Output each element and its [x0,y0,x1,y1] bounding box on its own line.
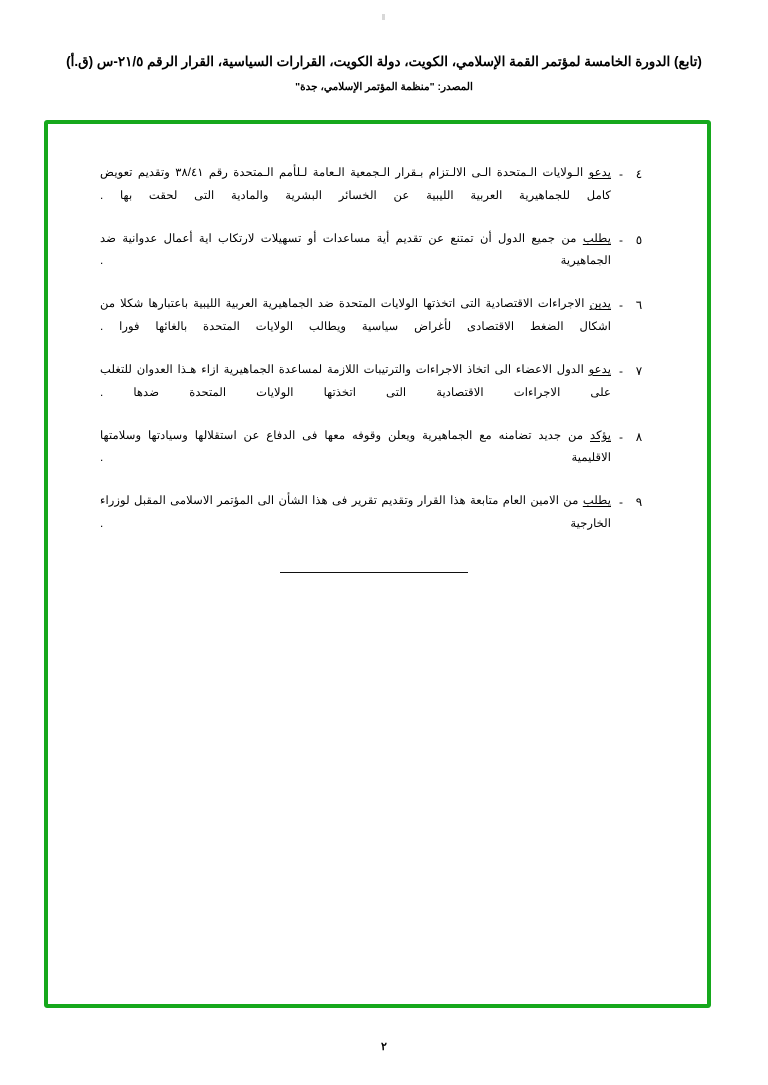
clause-lead-verb: يطلب [582,231,611,245]
clause-number: ٩ [635,495,643,510]
clause-text [100,162,611,208]
clause-body-text: من جميع الدول أن تمتنع عن تقديم أية مساعدات أو تسهيلات لارتكاب اية أعمال عدوانية ضد الجماهيرية . [100,231,611,268]
clause-item [100,162,647,208]
clause-dash: - [619,495,623,510]
clause-dash: - [619,167,623,181]
clause-dash: - [619,429,623,444]
clause-text [100,490,611,536]
document-source: المصدر: "منظمة المؤتمر الإسلامي، جدة" [295,81,473,94]
clause-text [100,359,611,405]
clause-body-text: الدول الاعضاء الى اتخاذ الاجراءات والترتيبات اللازمة لمساعدة الجماهيرية ازاء هـذا العدوان للتغلب على الاجراءات الاقتصادية التى اتخذتها الولايات المتحدة ضدها . [100,362,611,399]
document-header [0,52,768,93]
clause-number: ٥ [635,232,643,247]
clause-number: ٨ [635,429,643,444]
clause-number: ٤ [635,167,643,181]
clause-body-text: من الامين العام متابعة هذا القرار وتقديم تقرير فى هذا الشأن الى المؤتمر الاسلامى المقبل لوزراء الخارجية . [100,494,611,530]
clause-text [100,425,611,471]
clause-dash: - [619,298,623,313]
clause-item [100,293,647,339]
clause-number: ٦ [635,298,643,313]
clause-dash: - [619,232,623,247]
clause-body-text: الـولايات الـمتحدة الـى الالـتزام بـقرار الـجمعية الـعامة لـلأمم الـمتحدة رقم ٣٨/٤١ وتقديم تعويض كامل للجماهيرية العربية الليبية عن الخسائر البشرية والمادية التى لحقت بها . [100,166,611,202]
clause-text [100,293,611,339]
clause-text [100,228,611,274]
clause-list [100,162,647,573]
clause-item [100,425,647,471]
clause-item [100,228,647,274]
clause-body-text: الاجراءات الاقتصادية التى اتخذتها الولايات المتحدة ضد الجماهيرية العربية الليبية باعتبارها شكلا من اشكال الضغط الاقتصادى لأغراض سياسية ويطالب الولايات المتحدة بالغائها فورا . [100,297,611,334]
clause-dash: - [619,363,623,378]
clause-lead-verb: يطلب [582,494,611,508]
clause-lead-verb: يؤكد [590,428,611,442]
clause-item [100,490,647,536]
clause-body-text: من جديد تضامنه مع الجماهيرية ويعلن وقوفه معها فى الدفاع عن استقلالها وسيادتها وسلامتها الاقليمية . [100,428,611,465]
clause-number: ٧ [635,363,643,378]
section-divider [280,572,468,573]
scan-artifact [382,14,385,20]
clause-item [100,359,647,405]
green-content-frame [44,120,711,1008]
document-title: (تابع) الدورة الخامسة لمؤتمر القمة الإسلامي، الكويت، دولة الكويت، القرارات السياسية، القرار الرقم ٢١/٥-س (ق.أ) [66,54,702,69]
clause-lead-verb: يدعو [588,362,611,376]
clause-lead-verb: يدين [589,297,611,311]
clause-lead-verb: يدعو [588,166,611,179]
page-number: ٢ [381,1041,387,1053]
